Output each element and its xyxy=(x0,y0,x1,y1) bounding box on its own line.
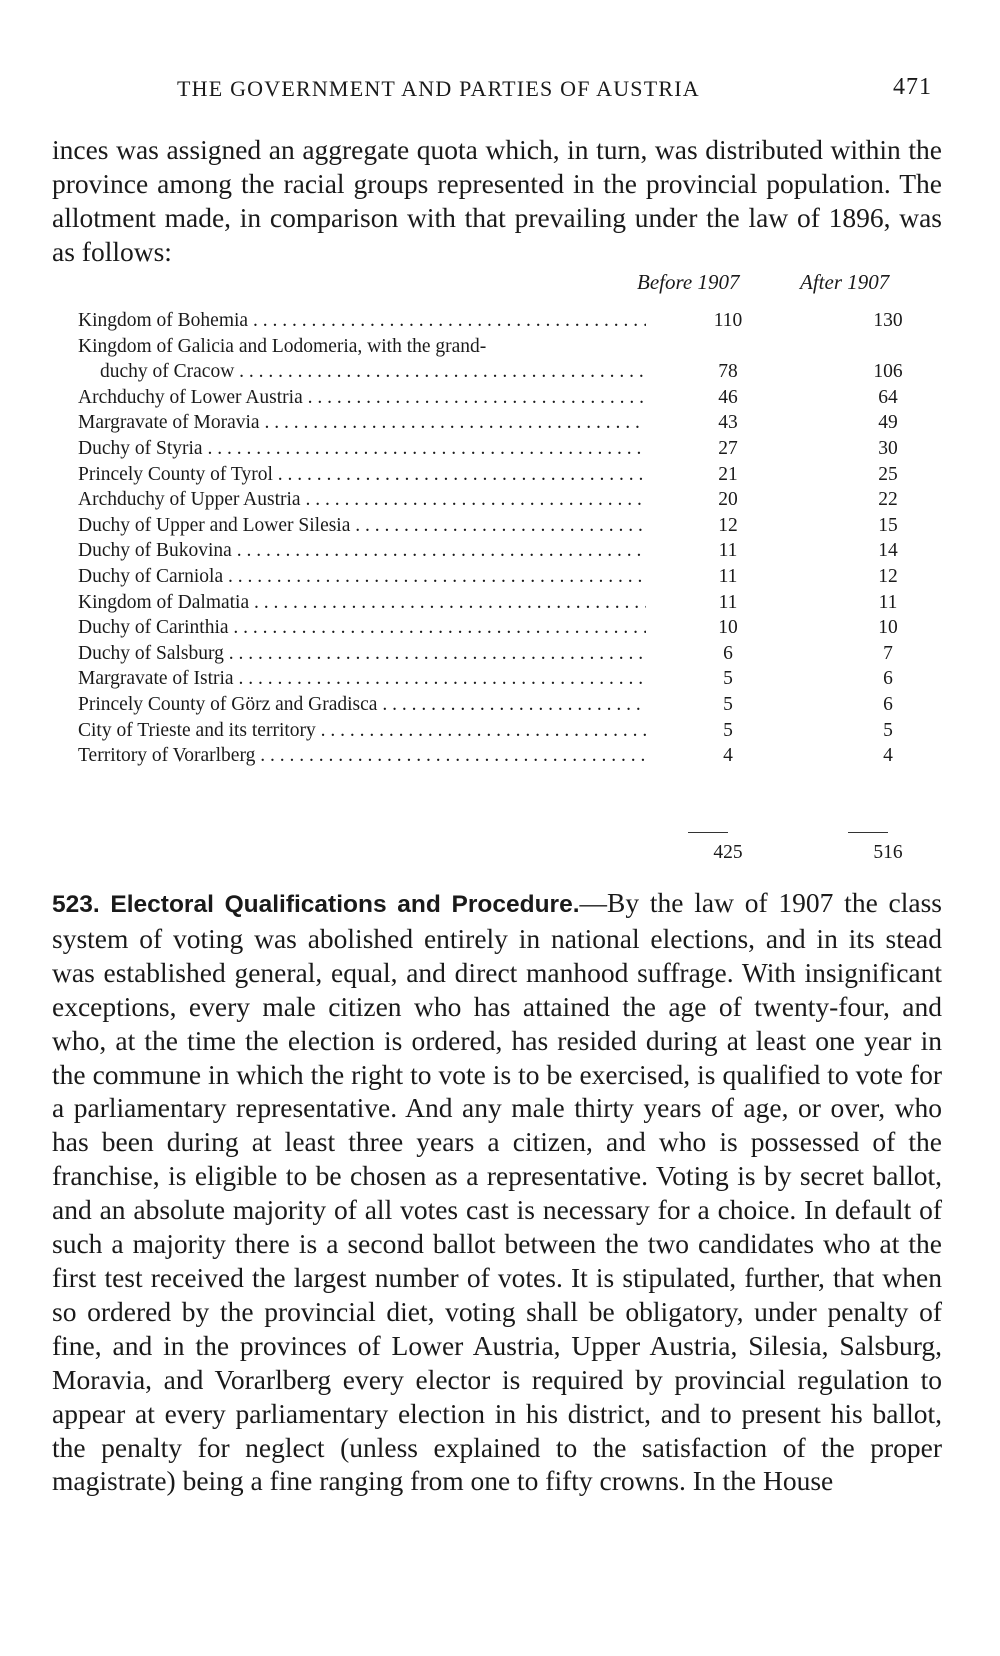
province-name: Kingdom of Dalmatia . . . xyxy=(78,590,646,616)
table-row xyxy=(78,462,938,488)
section-body: —By the law of 1907 the class system of voting was abolished entirely in national elections, and in its stead was established general, equal, and direct manhood suffrage. With insignificant exceptions, every male citizen who has attained the age of twenty-four, and who, at the time the election is ordered, has resided during at least one year in the commune in which the right to vote is to be exercised, is qualified to vote for a parliamentary representative. And any male thirty years of age, or over, who has been during at least three years a citizen, and who is possessed of the franchise, is eligible to be chosen as a representative. Voting is by secret ballot, and an absolute majority of all votes cast is necessary for a choice. In default of such a majority there is a second ballot between the two candidates who at the first test received the largest number of votes. It is stipulated, further, that when so ordered by the provincial diet, voting shall be obligatory, under penalty of fine, and in the provinces of Lower Austria, Upper Austria, Silesia, Salsburg, Moravia, and Vorarlberg every elector is required by provincial regulation to appear at every parliamentary election in his district, and to present his ballot, the penalty for neglect (unless explained to the satisfaction of the proper magistrate) being a fine ranging from one to fifty crowns. In the House xyxy=(52,887,942,1497)
province-name: City of Trieste and its territory . . . xyxy=(78,718,646,744)
seats-before-1907: 43 xyxy=(718,412,738,434)
seats-before-1907: 27 xyxy=(718,437,738,459)
table-row xyxy=(78,436,938,462)
table-row xyxy=(78,410,938,436)
seats-before-1907: 10 xyxy=(718,617,738,639)
province-name: Princely County of Görz and Gradisca . . . xyxy=(78,692,646,718)
province-name: Duchy of Carniola . . . xyxy=(78,564,646,590)
seats-after-1907: 7 xyxy=(883,642,893,664)
table-row xyxy=(78,513,938,539)
seats-before-1907: 5 xyxy=(723,693,733,715)
table-row xyxy=(78,641,938,667)
table-row xyxy=(78,743,938,769)
seats-after-1907: 5 xyxy=(883,719,893,741)
seats-after-1907: 106 xyxy=(873,361,903,383)
sum-rule-after xyxy=(848,832,888,833)
province-name: Duchy of Carinthia . . . xyxy=(78,615,646,641)
sum-rule-before xyxy=(688,832,728,833)
seats-before-1907: 11 xyxy=(718,540,738,562)
seats-after-1907: 130 xyxy=(873,310,903,331)
seats-before-1907: 11 xyxy=(718,591,738,613)
seats-before-1907: 21 xyxy=(718,463,738,485)
province-name: Margravate of Moravia . . . xyxy=(78,410,646,436)
section-heading: 523. Electoral Qualifications and Procedure. xyxy=(52,891,580,918)
table-row xyxy=(78,334,938,360)
table-row xyxy=(78,308,938,334)
seats-after-1907: 4 xyxy=(883,745,893,767)
seats-before-1907: 5 xyxy=(723,668,733,690)
seats-after-1907: 12 xyxy=(878,565,898,587)
section-paragraph xyxy=(52,886,942,1498)
table-row xyxy=(78,692,938,718)
seats-before-1907: 78 xyxy=(718,361,738,383)
table-row xyxy=(78,359,938,385)
province-name: Archduchy of Upper Austria . . . xyxy=(78,487,646,513)
table-row xyxy=(78,538,938,564)
table-row xyxy=(78,666,938,692)
seats-after-1907: 22 xyxy=(878,489,898,511)
table-row xyxy=(78,487,938,513)
seats-after-1907: 64 xyxy=(878,386,898,408)
column-header-before: Before 1907 xyxy=(637,270,740,294)
seats-before-1907: 46 xyxy=(718,386,738,408)
seats-after-1907: 6 xyxy=(883,693,893,715)
seats-before-1907: 5 xyxy=(723,719,733,741)
seats-after-1907: 14 xyxy=(878,540,898,562)
province-name: Princely County of Tyrol . . . xyxy=(78,462,646,488)
running-head xyxy=(52,72,942,108)
seats-before-1907: 6 xyxy=(723,642,733,664)
province-name: Territory of Vorarlberg . . . xyxy=(78,743,646,769)
seats-before-1907: 110 xyxy=(713,310,743,331)
seats-before-1907: 11 xyxy=(718,565,738,587)
seats-before-1907: 4 xyxy=(723,745,733,767)
page-number: 471 xyxy=(893,74,932,100)
running-title: THE GOVERNMENT AND PARTIES OF AUSTRIA xyxy=(177,76,700,101)
table-row xyxy=(78,718,938,744)
province-name: Kingdom of Bohemia . . . xyxy=(78,308,646,334)
province-name: Duchy of Styria . . . xyxy=(78,436,646,462)
table-row xyxy=(78,615,938,641)
table-row xyxy=(78,564,938,590)
province-name: duchy of Cracow . . . xyxy=(100,359,646,385)
table-row xyxy=(78,385,938,411)
seats-after-1907: 10 xyxy=(878,617,898,639)
seats-after-1907: 11 xyxy=(878,591,898,613)
total-after: 516 xyxy=(873,842,903,863)
province-name: Duchy of Bukovina . . . xyxy=(78,538,646,564)
province-name: Duchy of Upper and Lower Silesia . . . xyxy=(78,513,646,539)
seats-after-1907: 30 xyxy=(878,437,898,459)
seats-after-1907: 25 xyxy=(878,463,898,485)
seats-after-1907: 15 xyxy=(878,514,898,536)
seats-after-1907: 6 xyxy=(883,668,893,690)
table-row xyxy=(78,590,938,616)
seats-after-1907: 49 xyxy=(878,412,898,434)
intro-paragraph: inces was assigned an aggregate quota which, in turn, was distributed within the province among the racial groups represented in the provincial population. The allotment made, in comparison with that prevailing under the law of 1896, was as follows: xyxy=(52,134,942,267)
seats-before-1907: 12 xyxy=(718,514,738,536)
total-before: 425 xyxy=(713,842,743,863)
seats-before-1907: 20 xyxy=(718,489,738,511)
quota-table xyxy=(78,308,938,769)
province-name: Margravate of Istria . . . xyxy=(78,666,646,692)
column-header-after: After 1907 xyxy=(800,270,890,294)
province-name: Kingdom of Galicia and Lodomeria, with the grand- xyxy=(78,335,487,357)
province-name: Duchy of Salsburg . . . xyxy=(78,641,646,667)
province-name: Archduchy of Lower Austria . . . xyxy=(78,385,646,411)
